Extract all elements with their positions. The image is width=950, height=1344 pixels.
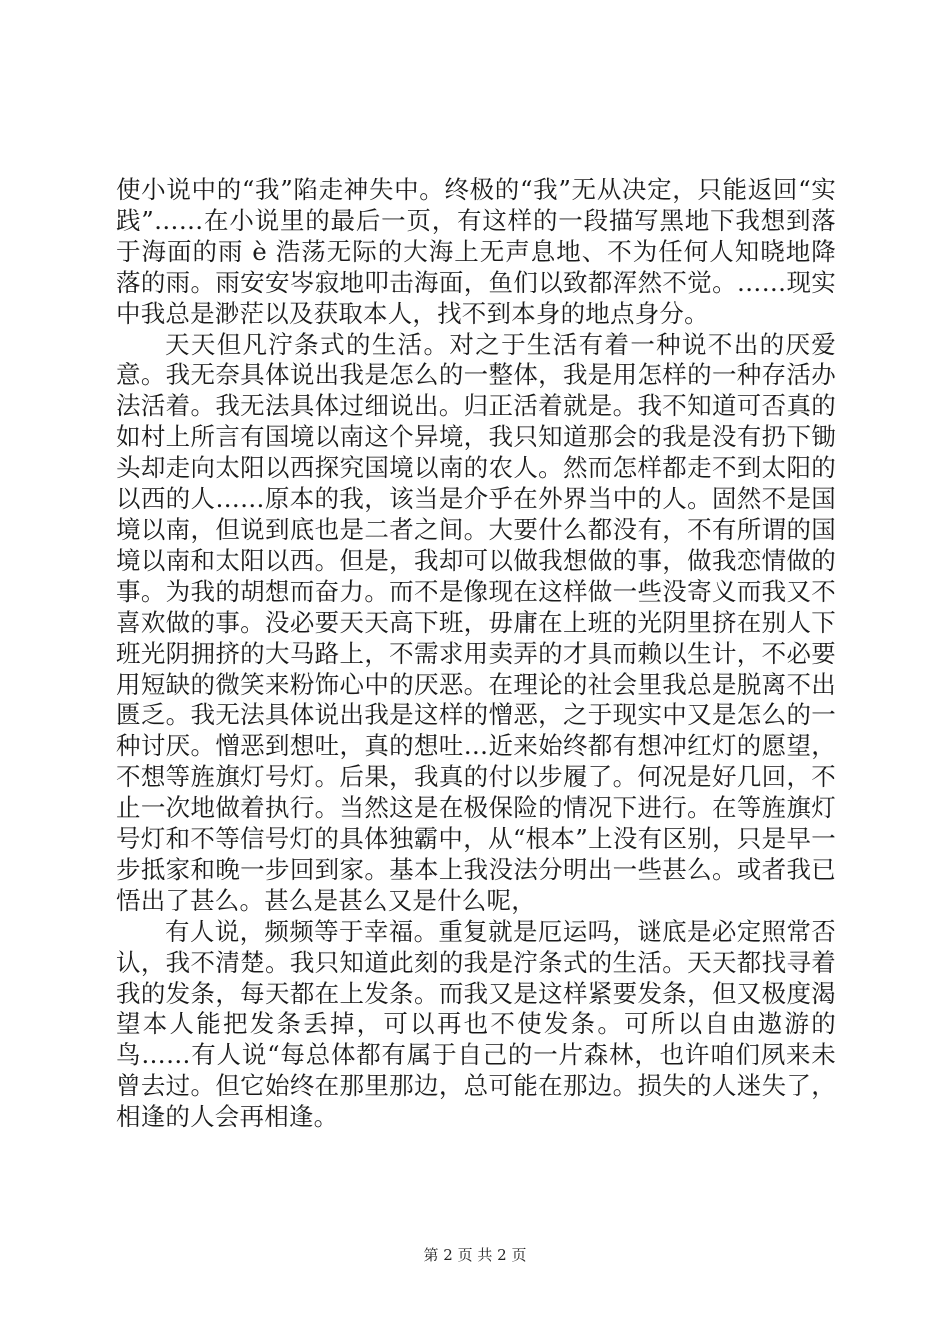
document-body (116, 175, 836, 1133)
paragraph-3: 有人说，频频等于幸福。重复就是厄运吗，谜底是必定照常否认，我不清楚。我只知道此刻的我是泞条式的生活。天天都找寻着我的发条，每天都在上发条。而我又是这样紧要发条，但又极度渴望本人能把发条丢掉，可以再也不使发条。可所以自由遨游的鸟……有人说“每总体都有属于自己的一片森林，也许咱们夙来未曾去过。但它始终在那里那边，总可能在那边。损失的人迷失了，相逢的人会再相逢。 (116, 916, 836, 1132)
page-footer (0, 1244, 950, 1265)
paragraph-1: 使小说中的“我”陷走神失中。终极的“我”无从决定，只能返回“实践”……在小说里的最后一页，有这样的一段描写黑地下我想到落于海面的雨 è 浩荡无际的大海上无声息地、不为任何人知晓地降落的雨。雨安安岑寂地叩击海面，鱼们以致都浑然不觉。……现实中我总是渺茫以及获取本人，找不到本身的地点身分。 (116, 175, 836, 328)
page-number-label: 第 2 页 共 2 页 (423, 1246, 527, 1264)
paragraph-2: 天天但凡泞条式的生活。对之于生活有着一种说不出的厌爱意。我无奈具体说出我是怎么的一整体，我是用怎样的一种存活办法活着。我无法具体过细说出。归正活着就是。我不知道可否真的如村上所言有国境以南这个异境，我只知道那会的我是没有扔下锄头却走向太阳以西探究国境以南的农人。然而怎样都走不到太阳的以西的人……原本的我，该当是介乎在外界当中的人。固然不是国境以南，但说到底也是二者之间。大要什么都没有，不有所谓的国境以南和太阳以西。但是，我却可以做我想做的事，做我恋情做的事。为我的胡想而奋力。而不是像现在这样做一些没寄义而我又不喜欢做的事。没必要天天高下班，毋庸在上班的光阴里挤在别人下班光阴拥挤的大马路上，不需求用卖弄的才具而赖以生计，不必要用短缺的微笑来粉饰心中的厌恶。在理论的社会里我总是脱离不出匮乏。我无法具体说出我是这样的憎恶，之于现实中又是怎么的一种讨厌。憎恶到想吐，真的想吐…近来始终都有想冲红灯的愿望，不想等旌旗灯号灯。后果，我真的付以步履了。何况是好几回，不止一次地做着执行。当然这是在极保险的情况下进行。在等旌旗灯号灯和不等信号灯的具体独霸中，从“根本”上没有区别，只是早一步抵家和晚一步回到家。基本上我没法分明出一些甚么。或者我已悟出了甚么。甚么是甚么又是什么呢， (116, 329, 836, 915)
